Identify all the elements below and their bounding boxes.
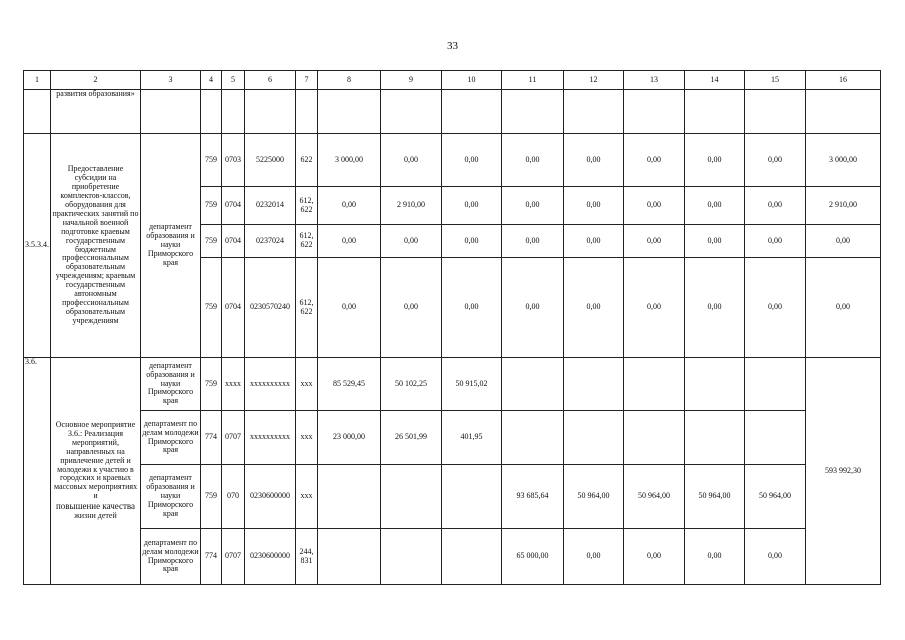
cell: 0,00: [564, 529, 624, 585]
table-row: [24, 529, 881, 585]
cell: 0,00: [502, 258, 564, 358]
cell: 0230600000: [245, 465, 296, 529]
cell: [222, 90, 245, 134]
header-cell: 11: [502, 71, 564, 90]
cell: 0,00: [318, 225, 381, 258]
cell: [442, 90, 502, 134]
cell: 612, 622: [296, 225, 318, 258]
item-name-line: жизни детей: [74, 511, 117, 521]
header-cell: 5: [222, 71, 245, 90]
cell: [381, 465, 442, 529]
table-row: [24, 411, 881, 465]
cell: 0,00: [685, 258, 745, 358]
cell: 612, 622: [296, 258, 318, 358]
cell: 0,00: [745, 258, 806, 358]
cell: [318, 465, 381, 529]
cell: [245, 90, 296, 134]
cell: [318, 90, 381, 134]
cell: 2 910,00: [806, 187, 881, 225]
header-cell: 13: [624, 71, 685, 90]
cell: 0,00: [685, 134, 745, 187]
cell: 0,00: [502, 187, 564, 225]
cell: [502, 90, 564, 134]
cell: 0,00: [685, 225, 745, 258]
cell: 0,00: [442, 187, 502, 225]
cell: 93 685,64: [502, 465, 564, 529]
cell: 0,00: [685, 529, 745, 585]
cell: 0,00: [564, 134, 624, 187]
cell: 50 964,00: [564, 465, 624, 529]
cell: [685, 358, 745, 411]
cell: 0704: [222, 187, 245, 225]
cell: 0,00: [442, 258, 502, 358]
cell: 0,00: [745, 225, 806, 258]
cell: 50 102,25: [381, 358, 442, 411]
cell: 759: [201, 465, 222, 529]
cell: xxxx: [222, 358, 245, 411]
cell: 0,00: [502, 225, 564, 258]
cell: 0,00: [745, 134, 806, 187]
budget-table: [23, 70, 881, 585]
cell: 0,00: [318, 258, 381, 358]
cell: 0,00: [381, 225, 442, 258]
cell: xxxxxxxxxx: [245, 411, 296, 465]
cell: 50 964,00: [624, 465, 685, 529]
cell: [318, 529, 381, 585]
cell: 759: [201, 225, 222, 258]
cell: [24, 90, 51, 134]
item-name-line: Основное мероприятие 3.6.: Реализация мероприятий, направленных на привлечение детей и молодежи к участию в городских и краевых массовых мероприятиях и: [53, 419, 138, 501]
continued-name-cell: развития образования»: [51, 90, 141, 134]
cell: [685, 411, 745, 465]
cell: 0,00: [624, 225, 685, 258]
cell: [624, 411, 685, 465]
cell: 0,00: [564, 225, 624, 258]
cell: 759: [201, 258, 222, 358]
cell: [624, 90, 685, 134]
cell: 0707: [222, 411, 245, 465]
cell: 0,00: [381, 134, 442, 187]
cell: 759: [201, 187, 222, 225]
cell: xxx: [296, 411, 318, 465]
header-cell: 4: [201, 71, 222, 90]
cell: [502, 358, 564, 411]
cell: [381, 529, 442, 585]
cell: 0,00: [624, 529, 685, 585]
cell: 0,00: [806, 258, 881, 358]
header-cell: 10: [442, 71, 502, 90]
cell: 612, 622: [296, 187, 318, 225]
cell: 0,00: [318, 187, 381, 225]
cell: [806, 90, 881, 134]
cell: [296, 90, 318, 134]
cell: [624, 358, 685, 411]
cell: 0,00: [442, 225, 502, 258]
item-name: Предоставление субсидии на приобретение комплектов-классов, оборудования для практических занятий по начальной военной подготовке краевым государственным бюджетным профессиональным образовательным учреждениям; краевым государственным автономным профессиональным образовательным учреждениям: [51, 134, 141, 358]
header-cell: 3: [141, 71, 201, 90]
cell: 2 910,00: [381, 187, 442, 225]
header-cell: 15: [745, 71, 806, 90]
header-cell: 7: [296, 71, 318, 90]
cell: 5225000: [245, 134, 296, 187]
cell: [502, 411, 564, 465]
cell: 85 529,45: [318, 358, 381, 411]
item-name-line: повышение качества: [55, 501, 136, 512]
cell: 0,00: [624, 258, 685, 358]
cell: 0,00: [381, 258, 442, 358]
cell: 50 915,02: [442, 358, 502, 411]
executor-cell: департамент по делам молодежи Приморского края: [141, 529, 201, 585]
cell: xxx: [296, 465, 318, 529]
cell: [201, 90, 222, 134]
cell: 0230600000: [245, 529, 296, 585]
cell: 50 964,00: [685, 465, 745, 529]
cell: 401,95: [442, 411, 502, 465]
cell: [745, 90, 806, 134]
cell: 0,00: [624, 134, 685, 187]
cell: 0704: [222, 258, 245, 358]
cell: 0704: [222, 225, 245, 258]
page-number: 33: [447, 40, 458, 52]
cell: 65 000,00: [502, 529, 564, 585]
cell: 50 964,00: [745, 465, 806, 529]
executor-cell: департамент образования и науки Приморского края: [141, 134, 201, 358]
table-row: [24, 465, 881, 529]
cell: [442, 465, 502, 529]
total-cell: 593 992,30: [806, 358, 881, 585]
header-row: [24, 71, 881, 90]
cell: 0,00: [685, 187, 745, 225]
cell: 774: [201, 529, 222, 585]
cell: [381, 90, 442, 134]
cell: 070: [222, 465, 245, 529]
cell: [745, 358, 806, 411]
cell: 3 000,00: [806, 134, 881, 187]
cell: 0,00: [624, 187, 685, 225]
cell: 0707: [222, 529, 245, 585]
cell: xxxxxxxxxx: [245, 358, 296, 411]
header-cell: 14: [685, 71, 745, 90]
cell: 0230570240: [245, 258, 296, 358]
cell: 0237024: [245, 225, 296, 258]
header-cell: 8: [318, 71, 381, 90]
cell: [564, 411, 624, 465]
header-cell: 2: [51, 71, 141, 90]
cell: [685, 90, 745, 134]
table-row: [24, 358, 881, 411]
cell: [442, 529, 502, 585]
cell: [564, 358, 624, 411]
cell: 0,00: [502, 134, 564, 187]
cell: 774: [201, 411, 222, 465]
executor-cell: департамент образования и науки Приморского края: [141, 465, 201, 529]
cell: 23 000,00: [318, 411, 381, 465]
table-row: [24, 134, 881, 187]
header-cell: 6: [245, 71, 296, 90]
header-cell: 9: [381, 71, 442, 90]
item-number: 3.6.: [24, 358, 51, 585]
executor-cell: департамент по делам молодежи Приморского края: [141, 411, 201, 465]
cell: 3 000,00: [318, 134, 381, 187]
table-row: [24, 90, 881, 134]
cell: 0232014: [245, 187, 296, 225]
item-name: [51, 358, 141, 585]
cell: 0,00: [806, 225, 881, 258]
item-number: 3.5.3.4.: [24, 134, 51, 358]
cell: 0,00: [745, 187, 806, 225]
cell: 0,00: [745, 529, 806, 585]
cell: [745, 411, 806, 465]
executor-cell: департамент образования и науки Приморского края: [141, 358, 201, 411]
header-cell: 12: [564, 71, 624, 90]
cell: 244, 831: [296, 529, 318, 585]
cell: 0,00: [564, 258, 624, 358]
header-cell: 16: [806, 71, 881, 90]
cell: xxx: [296, 358, 318, 411]
cell: 622: [296, 134, 318, 187]
cell: 26 501,99: [381, 411, 442, 465]
cell: 759: [201, 358, 222, 411]
cell: 0,00: [442, 134, 502, 187]
cell: [141, 90, 201, 134]
cell: [564, 90, 624, 134]
cell: 0,00: [564, 187, 624, 225]
cell: 0703: [222, 134, 245, 187]
header-cell: 1: [24, 71, 51, 90]
cell: 759: [201, 134, 222, 187]
